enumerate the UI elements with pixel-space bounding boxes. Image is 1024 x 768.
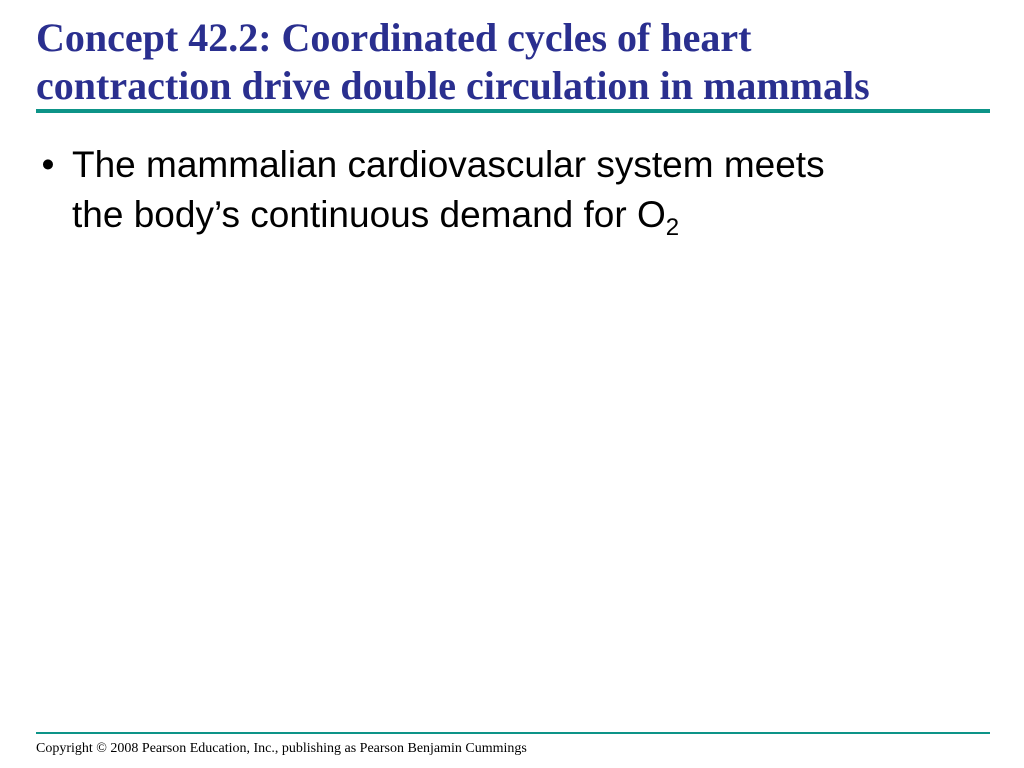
bullet-text bbox=[72, 140, 986, 240]
copyright-notice: Copyright © 2008 Pearson Education, Inc., publishing as Pearson Benjamin Cummings bbox=[36, 741, 527, 756]
slide-title-line-2: contraction drive double circulation in mammals bbox=[36, 63, 870, 108]
slide-title bbox=[36, 14, 996, 110]
bullet-marker: • bbox=[41, 144, 55, 185]
footer-divider bbox=[36, 732, 990, 734]
bullet-item bbox=[36, 140, 986, 240]
bullet-text-line-2-main: the body’s continuous demand for O bbox=[72, 194, 666, 235]
bullet-text-line-1: The mammalian cardiovascular system meets bbox=[72, 144, 825, 185]
slide-title-line-1: Concept 42.2: Coordinated cycles of heart bbox=[36, 15, 752, 60]
bullet-text-line-2 bbox=[72, 194, 680, 241]
title-divider bbox=[36, 109, 990, 113]
oxygen-subscript: 2 bbox=[665, 214, 680, 241]
bullet-list bbox=[36, 140, 986, 240]
